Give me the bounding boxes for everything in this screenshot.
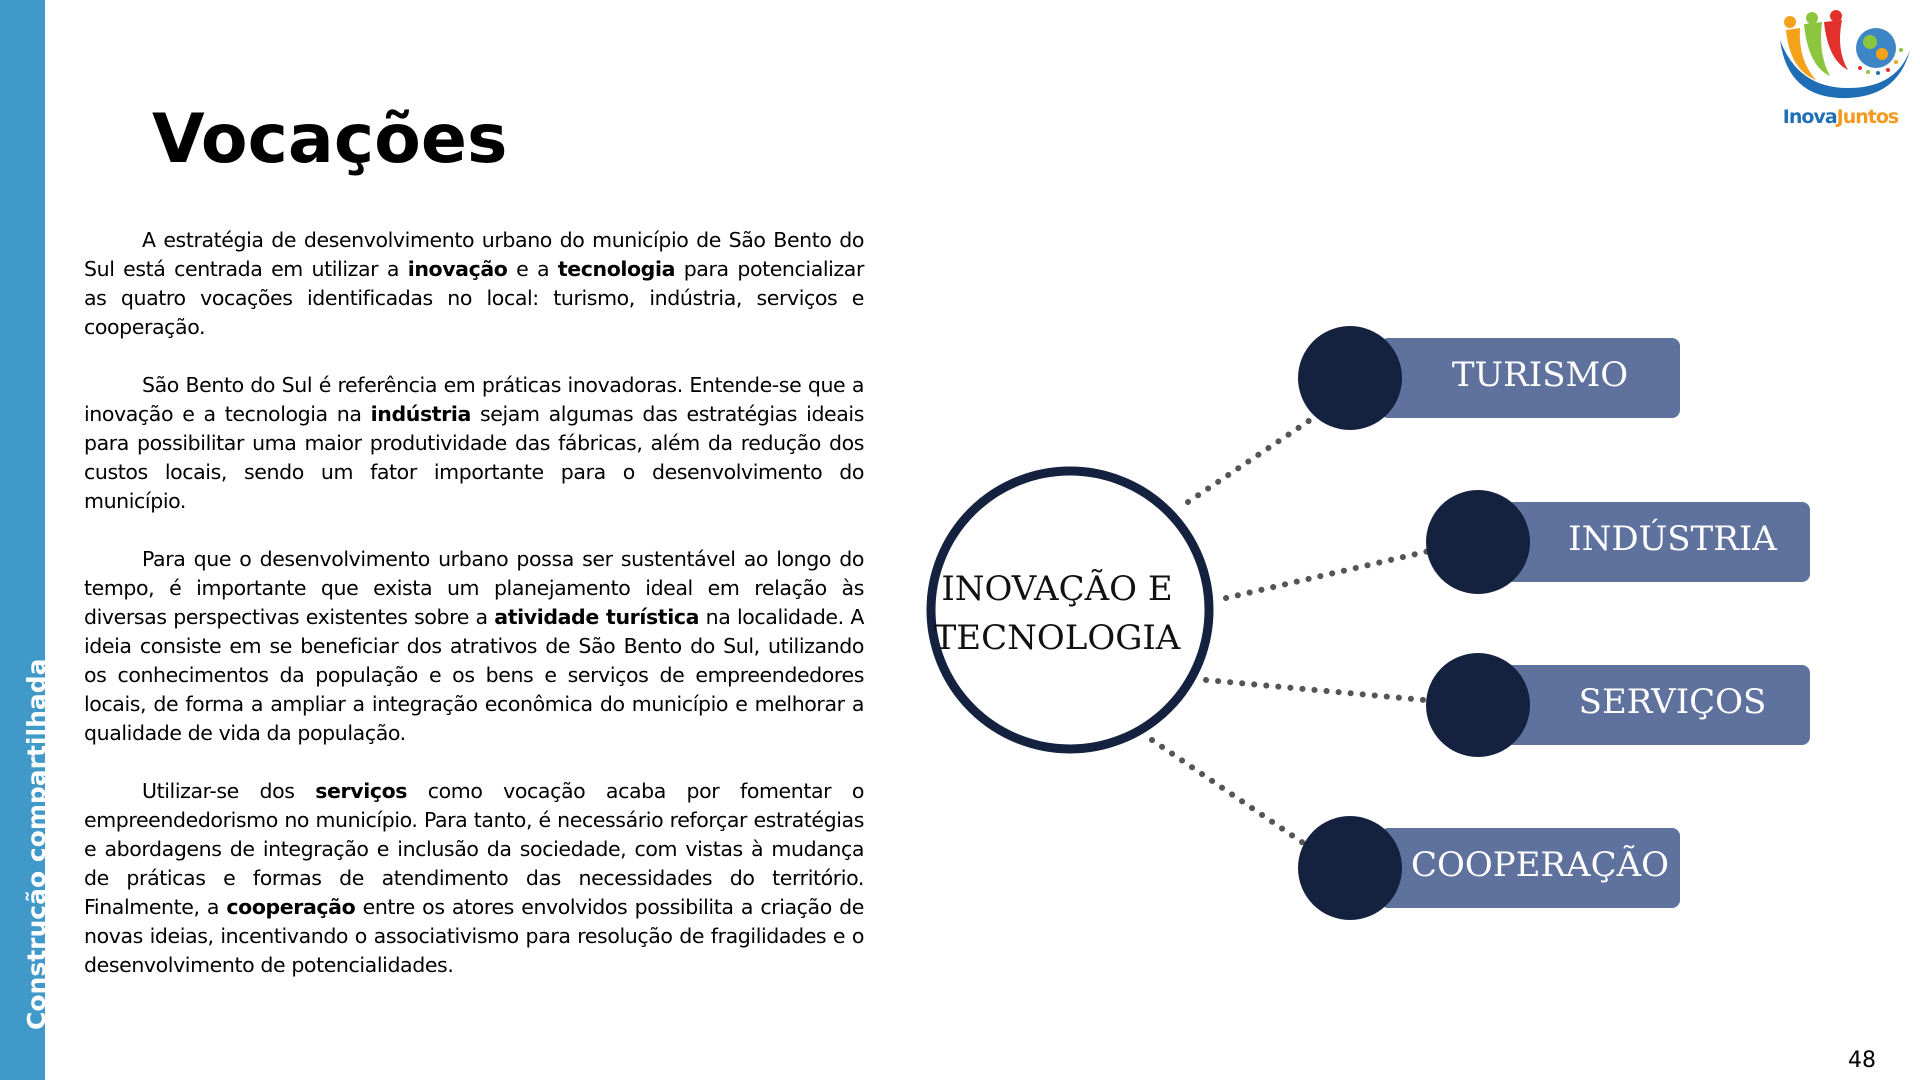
paragraph-text: como vocação acaba por fomentar o empreendedorismo no município. Para tanto, é necessário reforçar estratégias e abordagens de integração e inclusão da sociedade, com vistas à mudança de práticas e formas de atendimento das necessidades do território. Finalmente, a xyxy=(84,779,864,919)
paragraph-text: Utilizar-se dos xyxy=(142,779,316,803)
body-paragraph xyxy=(84,545,864,748)
vocations-diagram xyxy=(900,300,1920,940)
emphasis-text: serviços xyxy=(315,779,408,803)
center-label-line1: INOVAÇÃO E xyxy=(941,569,1173,609)
body-paragraph xyxy=(84,371,864,516)
node-turismo xyxy=(1298,326,1402,430)
branch-label-turismo: TURISMO xyxy=(1451,355,1629,395)
paragraph-text: para potencializar as quatro vocações identificadas no local: turismo, indústria, serviços e cooperação. xyxy=(84,257,864,339)
sidebar-label: Construção compartilhada xyxy=(22,658,51,1030)
paragraph-text: A estratégia de desenvolvimento urbano do município de São Bento do Sul está centrada em utilizar a xyxy=(84,228,864,281)
emphasis-text: inovação xyxy=(407,257,508,281)
body-paragraph xyxy=(84,777,864,980)
emphasis-text: indústria xyxy=(370,402,471,426)
center-label xyxy=(922,565,1192,663)
inova-juntos-logo xyxy=(1768,10,1913,140)
paragraph-text: São Bento do Sul é referência em práticas inovadoras. Entende-se que a inovação e a tecnologia na xyxy=(84,373,864,426)
emphasis-text: cooperação xyxy=(226,895,356,919)
branch-label-cooperacao: COOPERAÇÃO xyxy=(1410,845,1670,885)
paragraph-text: entre os atores envolvidos possibilita a criação de novas ideias, incentivando o associativismo para resolução de fragilidades e o desenvolvimento de potencialidades. xyxy=(84,895,864,977)
page-number: 48 xyxy=(1848,1048,1876,1073)
paragraph-text: e a xyxy=(507,257,558,281)
paragraph-text: na localidade. A ideia consiste em se beneficiar dos atrativos de São Bento do Sul, utilizando os conhecimentos da população e os bens e serviços de empreendedores locais, de forma a ampliar a integração econômica do município e melhorar a qualidade de vida da população. xyxy=(84,605,864,745)
logo-wordmark xyxy=(1768,106,1913,128)
logo-text-juntos: Juntos xyxy=(1836,106,1899,128)
body-text xyxy=(84,226,864,1009)
body-paragraph xyxy=(84,226,864,342)
logo-text-inova: Inova xyxy=(1782,106,1837,128)
paragraph-text: Para que o desenvolvimento urbano possa ser sustentável ao longo do tempo, é importante que exista um planejamento ideal em relação às diversas perspectivas existentes sobre a xyxy=(84,547,864,629)
center-label-line2: TECNOLOGIA xyxy=(933,618,1181,658)
logo-emblem-icon xyxy=(1768,10,1913,110)
page-title: Vocações xyxy=(152,100,508,179)
node-servicos xyxy=(1426,653,1530,757)
branch-label-servicos: SERVIÇOS xyxy=(1578,682,1767,722)
emphasis-text: atividade turística xyxy=(494,605,700,629)
emphasis-text: tecnologia xyxy=(557,257,676,281)
node-industria xyxy=(1426,490,1530,594)
node-cooperacao xyxy=(1298,816,1402,920)
paragraph-text: sejam algumas das estratégias ideais para possibilitar uma maior produtividade das fábricas, além da redução dos custos locais, sendo um fator importante para o desenvolvimento do município. xyxy=(84,402,865,513)
sidebar-strip xyxy=(0,0,51,1080)
branch-label-industria: INDÚSTRIA xyxy=(1568,519,1777,559)
